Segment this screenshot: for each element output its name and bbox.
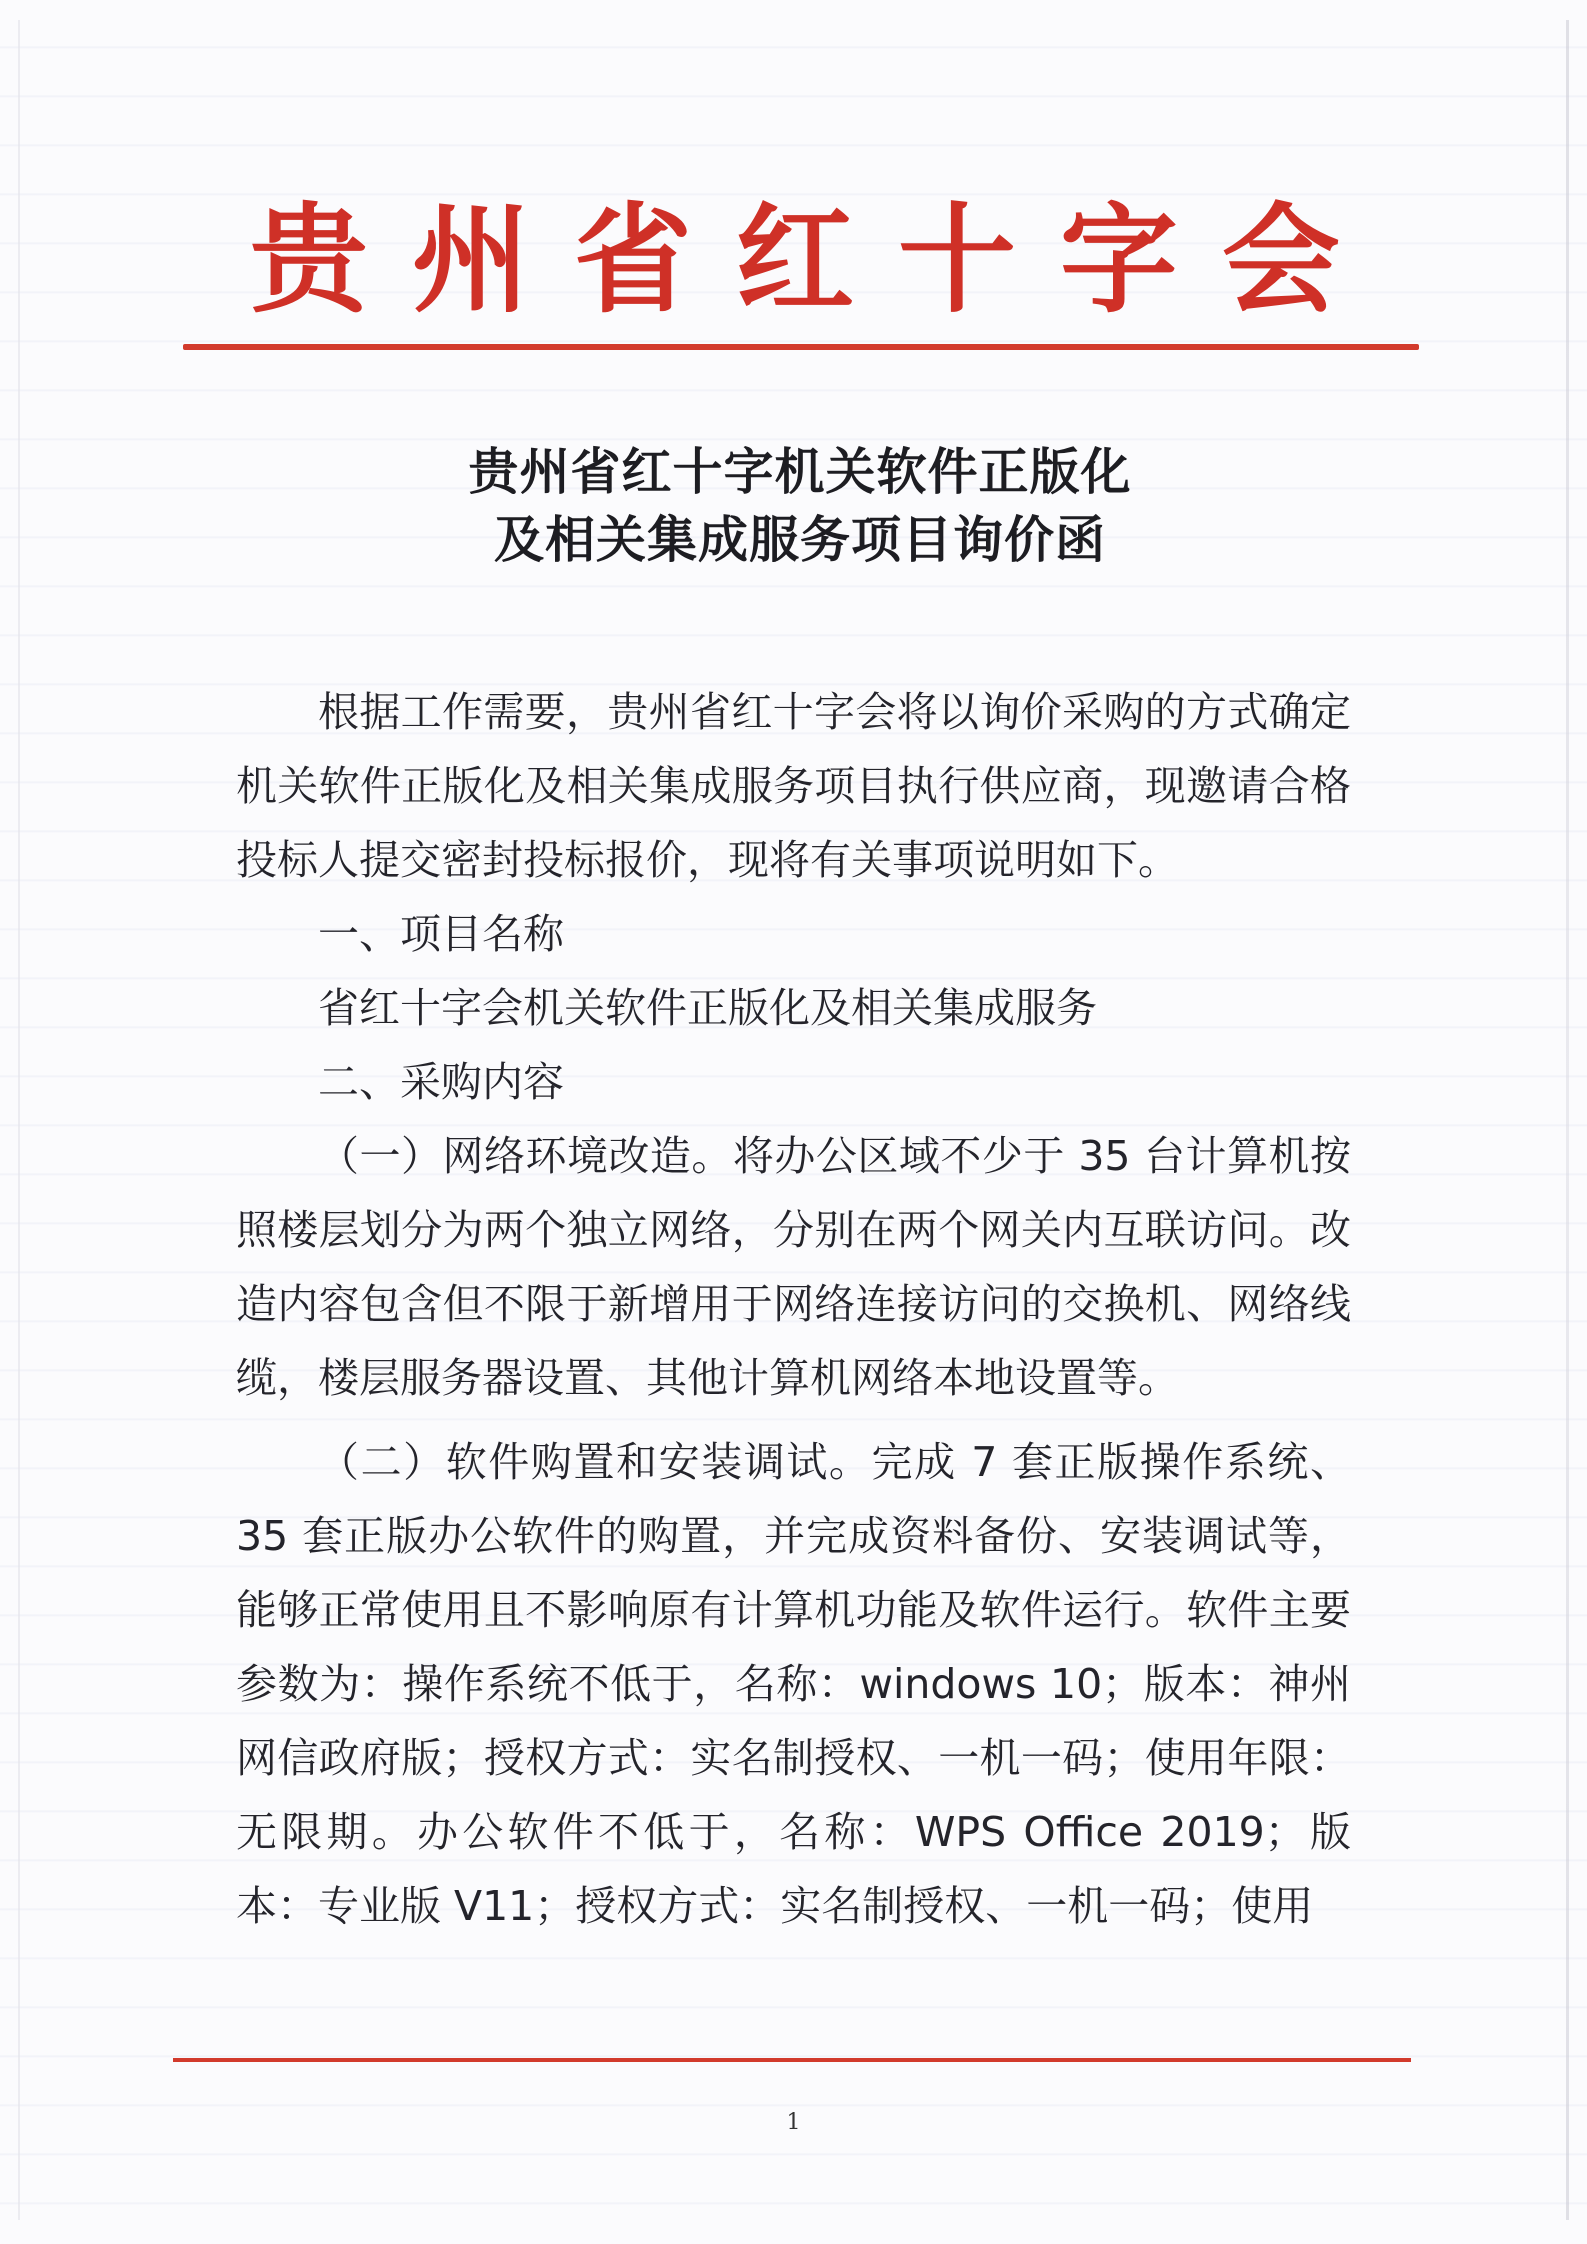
scan-edge-left [18,20,20,2220]
paragraph-intro: 根据工作需要，贵州省红十字会将以询价采购的方式确定机关软件正版化及相关集成服务项目执行供应商，现邀请合格投标人提交密封投标报价，现将有关事项说明如下。 [236,688,1351,884]
title-line-1: 贵州省红十字机关软件正版化 [468,442,1132,501]
document-body [236,675,1351,1943]
paragraph-network-renovation: （一）网络环境改造。将办公区域不少于 35 台计算机按照楼层划分为两个独立网络，分别在两个网关内互联访问。改造内容包含但不限于新增用于网络连接访问的交换机、网络线缆，楼层服务器设置、其他计算机网络本地设置等。 [236,1132,1351,1402]
title-line-2: 及相关集成服务项目询价函 [494,510,1106,569]
masthead-char: 字 [1059,190,1178,329]
page-number: 1 [786,2110,801,2135]
section-heading-procurement-content: 二、采购内容 [318,1058,564,1106]
masthead-org-name [250,185,1340,335]
masthead-red-rule [183,344,1419,350]
section-heading-project-name: 一、项目名称 [318,910,564,958]
paragraph-project-name: 省红十字会机关软件正版化及相关集成服务 [318,984,1097,1032]
footer-red-rule [173,2058,1411,2062]
scan-edge-right [1566,20,1569,2220]
masthead-char: 省 [573,190,692,329]
masthead-char: 红 [735,190,854,329]
masthead-char: 贵 [250,190,369,329]
masthead-char: 十 [897,190,1016,329]
document-title [180,438,1420,574]
masthead-char: 会 [1221,190,1340,329]
paragraph-software-purchase: （二）软件购置和安装调试。完成 7 套正版操作系统、35 套正版办公软件的购置，并完成资料备份、安装调试等，能够正常使用且不影响原有计算机功能及软件运行。软件主要参数为：操作系统不低于，名称：windows 10；版本：神州网信政府版；授权方式：实名制授权、一机一码；使用年限：无限期。办公软件不低于，名称：WPS Office 2019；版本：专业版 V11；授权方式：实名制授权、一机一码；使用 [236,1438,1351,1930]
masthead-char: 州 [411,190,530,329]
